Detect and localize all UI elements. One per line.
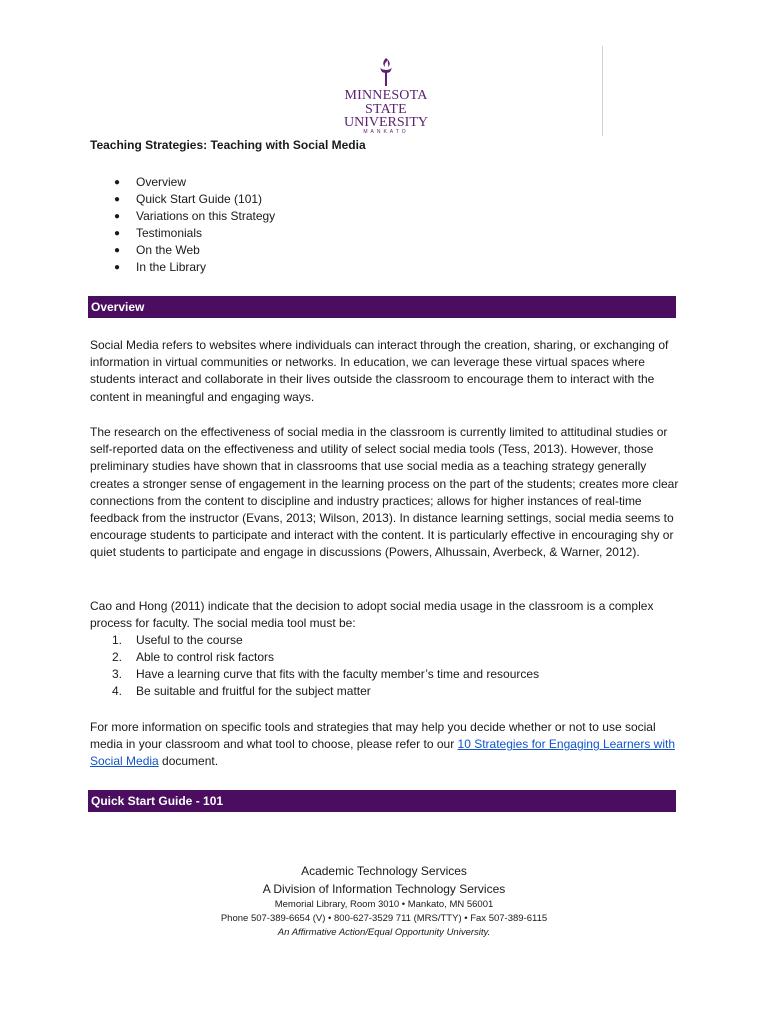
bullet-icon: ● [114,245,121,256]
toc-item-label: Overview [136,175,187,189]
bullet-icon: ● [114,177,121,188]
footer-address: Memorial Library, Room 3010 • Mankato, MN 56001 [274,899,494,910]
section-header-overview: Overview [88,296,676,318]
list-number: 1. [112,633,123,647]
toc-item [90,174,275,191]
toc-item [90,259,275,276]
list-number: 3. [112,667,123,681]
page-footer [0,862,768,939]
paragraph-text: document. [158,754,219,769]
toc-item-label: Testimonials [136,226,203,240]
list-item-text: Be suitable and fruitful for the subject matter [136,684,371,698]
criteria-list [90,632,539,700]
footer-phone: Phone 507-389-6654 (V) • 800-627-3529 711 (MRS/TTY) • Fax 507-389-6115 [220,913,548,924]
bullet-icon: ● [114,211,121,222]
university-logo [328,56,444,135]
list-item [90,666,539,683]
bullet-icon: ● [114,194,121,205]
list-item [90,649,539,666]
overview-paragraph-2: The research on the effectiveness of social media in the classroom is currently limited to attitudinal studies or self-reported data on the effectiveness and utility of select social media tools (Tess, 2013). However, those preliminary studies have shown that in classrooms that use social media as a teaching strategy generally creates a stronger sense of engagement in the learning process on the part of the students; creates more clear connections from the content to discipline and industry practices; allows for higher instances of real-time feedback from the instructor (Evans, 2013; Wilson, 2013). In distance learning settings, social media seems to encourage students to participate and interact with the content. It is particularly effective in encouraging shy or quiet students to participate and engage in discussions (Powers, Alhussain, Averbeck, & Warner, 2012). [90,425,679,560]
footer-eeo-statement: An Affirmative Action/Equal Opportunity University. [277,927,491,938]
toc-item [90,242,275,259]
overview-paragraph-4 [90,719,680,771]
toc-item-label: Quick Start Guide (101) [136,192,263,206]
toc-item-label: Variations on this Strategy [136,209,276,223]
bullet-icon: ● [114,228,121,239]
toc-item-label: In the Library [136,260,207,274]
toc-item [90,191,275,208]
overview-paragraph-3: Cao and Hong (2011) indicate that the decision to adopt social media usage in the classroom is a complex process for faculty. The social media tool must be: [90,599,654,631]
logo-line-1: MINNESOTA STATE [344,88,428,117]
list-item-text: Able to control risk factors [136,650,275,664]
footer-department: Academic Technology Services [301,864,467,878]
list-number: 2. [112,650,123,664]
table-of-contents [90,174,275,276]
logo-line-2: UNIVERSITY [344,115,428,130]
list-item [90,632,539,649]
list-number: 4. [112,684,123,698]
strategies-document-link[interactable]: 10 Strategies for Engaging Learners with Social Media [90,737,675,769]
toc-item-label: On the Web [136,243,200,257]
logo-line-3: MANKATO [363,129,409,135]
list-item-text: Have a learning curve that fits with the faculty member’s time and resources [136,667,540,681]
header-divider [602,46,603,136]
footer-division: A Division of Information Technology Services [262,882,506,896]
torch-icon [374,56,398,88]
bullet-icon: ● [114,262,121,273]
list-item-text: Useful to the course [136,633,243,647]
paragraph-text: For more information on specific tools and strategies that may help you decide whether or not to use social media in your classroom and what tool to choose, please refer to our [90,720,656,752]
toc-item [90,225,275,242]
list-item [90,683,539,700]
section-header-quick-start: Quick Start Guide - 101 [88,790,676,812]
toc-item [90,208,275,225]
page-title: Teaching Strategies: Teaching with Social Media [90,138,366,152]
overview-paragraph-1: Social Media refers to websites where individuals can interact through the creation, sharing, or exchanging of information in virtual communities or networks. In education, we can leverage these virtual spaces where students interact and collaborate in their lives outside the classroom to encourage them to interact with the content in meaningful and engaging ways. [90,338,669,404]
